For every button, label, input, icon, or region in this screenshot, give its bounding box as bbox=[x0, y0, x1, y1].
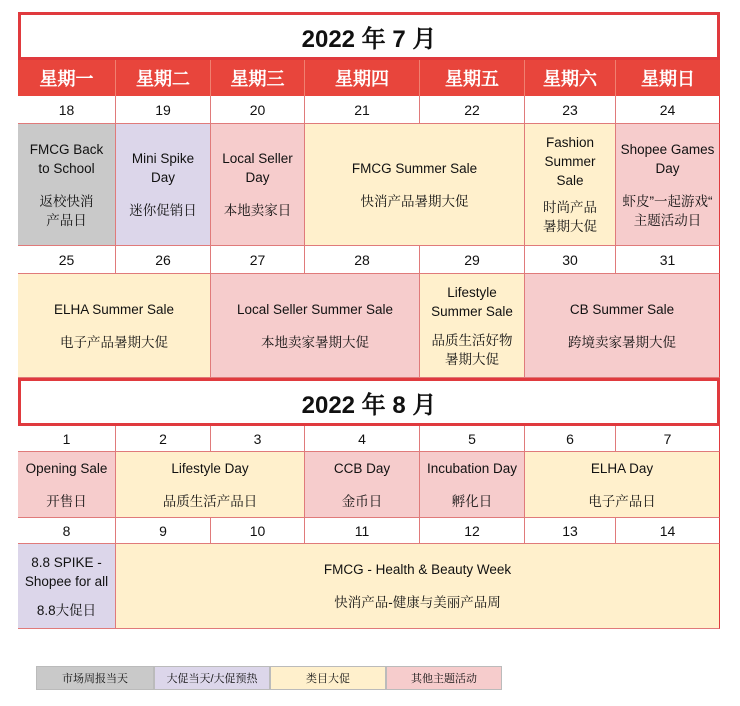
event-cell bbox=[18, 452, 116, 518]
date-cell: 19 bbox=[116, 96, 211, 124]
date-cell: 3 bbox=[211, 426, 305, 452]
date-cell: 2 bbox=[116, 426, 211, 452]
july-title bbox=[18, 12, 720, 60]
date-cell: 23 bbox=[525, 96, 616, 124]
event-name-cn: 8.8大促日 bbox=[36, 602, 97, 618]
event-name-cn: 品质生活好物 暑期大促 bbox=[431, 332, 513, 367]
weekday-header bbox=[18, 60, 720, 96]
weekday-sun: 星期日 bbox=[641, 69, 695, 89]
weekday-sat: 星期六 bbox=[525, 60, 616, 96]
event-name-cn: 电子产品日 bbox=[588, 493, 656, 509]
event-name-en: Fashion Summer Sale bbox=[544, 135, 596, 188]
legend-item bbox=[270, 666, 386, 690]
date-cell: 9 bbox=[116, 518, 211, 544]
event-name-en: Opening Sale bbox=[25, 460, 108, 476]
event-name-en: ELHA Summer Sale bbox=[53, 301, 175, 317]
event-name-cn: 本地卖家暑期大促 bbox=[261, 334, 369, 350]
event-name-cn: 虾皮”一起游戏“ 主题活动日 bbox=[622, 193, 713, 228]
event-name-en: ELHA Day bbox=[590, 460, 654, 476]
event-name-cn: 开售日 bbox=[46, 493, 87, 509]
legend-label: 市场周报当天 bbox=[62, 673, 128, 685]
event-cell bbox=[525, 124, 616, 246]
date-cell: 8 bbox=[18, 518, 116, 544]
event-name-cn: 本地卖家日 bbox=[223, 203, 292, 218]
event-name-en: Shopee Games Day bbox=[620, 141, 715, 176]
date-cell: 6 bbox=[525, 426, 616, 452]
date-cell: 21 bbox=[305, 96, 420, 124]
event-name-en: 8.8 SPIKE - Shopee for all bbox=[24, 554, 109, 589]
date-cell: 18 bbox=[18, 96, 116, 124]
event-name-cn: 快消产品暑期大促 bbox=[360, 193, 469, 209]
date-cell: 5 bbox=[420, 426, 525, 452]
date-cell: 12 bbox=[420, 518, 525, 544]
date-cell: 11 bbox=[305, 518, 420, 544]
date-cell: 24 bbox=[616, 96, 720, 124]
date-cell: 26 bbox=[116, 246, 211, 274]
event-name-en: CB Summer Sale bbox=[569, 301, 675, 317]
weekday-mon: 星期一 bbox=[18, 60, 116, 96]
date-cell: 14 bbox=[616, 518, 720, 544]
event-cell bbox=[18, 544, 116, 629]
date-cell: 22 bbox=[420, 96, 525, 124]
weekday-wed: 星期三 bbox=[211, 60, 305, 96]
event-cell bbox=[305, 452, 420, 518]
event-cell bbox=[18, 274, 211, 378]
weekday-tue: 星期二 bbox=[116, 60, 211, 96]
date-cell: 25 bbox=[18, 246, 116, 274]
date-cell: 20 bbox=[211, 96, 305, 124]
event-name-cn: 电子产品暑期大促 bbox=[60, 334, 168, 350]
legend-label: 类目大促 bbox=[306, 673, 350, 685]
date-cell: 29 bbox=[420, 246, 525, 274]
legend-item bbox=[386, 666, 502, 690]
event-name-cn: 跨境卖家暑期大促 bbox=[568, 334, 676, 350]
event-name-en: Mini Spike Day bbox=[131, 151, 195, 185]
date-cell: 30 bbox=[525, 246, 616, 274]
event-name-en: Local Seller Day bbox=[222, 151, 293, 185]
date-cell: 31 bbox=[616, 246, 720, 274]
august-title bbox=[18, 378, 720, 426]
event-cell bbox=[116, 452, 305, 518]
weekday-thu: 星期四 bbox=[305, 60, 420, 96]
legend-item bbox=[36, 666, 154, 690]
event-cell bbox=[18, 124, 116, 246]
event-name-cn: 时尚产品 暑期大促 bbox=[543, 200, 597, 234]
event-cell bbox=[211, 274, 420, 378]
event-cell bbox=[616, 124, 720, 246]
date-cell: 28 bbox=[305, 246, 420, 274]
date-cell: 13 bbox=[525, 518, 616, 544]
legend-label: 大促当天/大促预热 bbox=[166, 673, 258, 685]
august-title-text: 2022 年 8 月 bbox=[301, 391, 437, 419]
event-name-en: Local Seller Summer Sale bbox=[236, 301, 394, 317]
event-cell bbox=[420, 274, 525, 378]
date-cell: 7 bbox=[616, 426, 720, 452]
event-cell bbox=[420, 452, 525, 518]
event-name-en: CCB Day bbox=[333, 460, 391, 476]
event-cell bbox=[305, 124, 525, 246]
event-cell bbox=[116, 124, 211, 246]
event-name-en: Lifestyle Summer Sale bbox=[431, 284, 513, 319]
july-title-text: 2022 年 7 月 bbox=[301, 25, 437, 53]
event-cell bbox=[525, 452, 720, 518]
event-name-en: FMCG Back to School bbox=[29, 141, 104, 176]
date-cell: 10 bbox=[211, 518, 305, 544]
event-cell bbox=[116, 544, 720, 629]
weekday-fri: 星期五 bbox=[420, 60, 525, 96]
event-name-en: Incubation Day bbox=[426, 460, 518, 476]
event-name-cn: 迷你促销日 bbox=[129, 203, 197, 218]
event-name-en: Lifestyle Day bbox=[171, 460, 249, 476]
date-cell: 1 bbox=[18, 426, 116, 452]
event-name-cn: 快消产品-健康与美丽产品周 bbox=[334, 595, 501, 610]
date-cell: 4 bbox=[305, 426, 420, 452]
event-cell bbox=[211, 124, 305, 246]
event-name-cn: 孵化日 bbox=[451, 493, 493, 509]
event-name-cn: 返校快消 产品日 bbox=[39, 193, 94, 228]
event-name-en: FMCG Summer Sale bbox=[351, 160, 478, 176]
event-name-cn: 品质生活产品日 bbox=[162, 493, 258, 509]
legend-item bbox=[154, 666, 270, 690]
event-name-en: FMCG - Health & Beauty Week bbox=[323, 562, 512, 577]
legend-label: 其他主题活动 bbox=[411, 673, 477, 685]
event-cell bbox=[525, 274, 720, 378]
date-cell: 27 bbox=[211, 246, 305, 274]
event-name-cn: 金币日 bbox=[341, 493, 383, 509]
